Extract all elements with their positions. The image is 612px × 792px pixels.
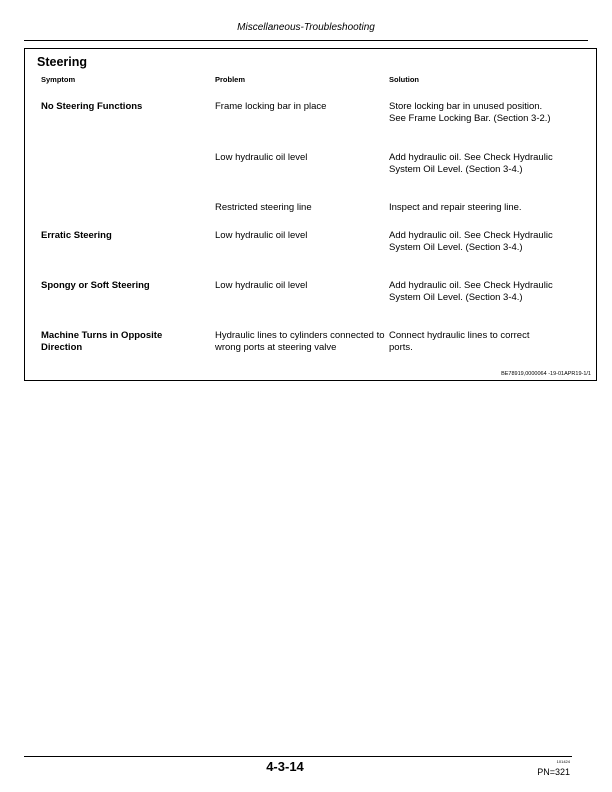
row-solution: Add hydraulic oil. See Check Hydraulic System Oil Level. (Section 3-4.)	[389, 280, 553, 303]
row-problem: Restricted steering line	[215, 202, 312, 213]
column-header-problem: Problem	[215, 75, 246, 84]
row-symptom: Erratic Steering	[41, 230, 112, 241]
row-problem: Hydraulic lines to cylinders connected to wrong ports at steering valve	[215, 330, 385, 353]
troubleshooting-panel	[24, 48, 597, 381]
header-divider	[24, 40, 588, 41]
footer-divider	[24, 756, 572, 757]
row-symptom: No Steering Functions	[41, 101, 143, 112]
row-solution: Store locking bar in unused position. See Frame Locking Bar. (Section 3-2.)	[389, 101, 551, 124]
row-solution: Connect hydraulic lines to correct ports.	[389, 330, 530, 353]
document-reference: BE78919,0000064 -19-01APR19-1/1	[501, 371, 591, 377]
date-code: 101424	[556, 759, 570, 764]
row-solution: Inspect and repair steering line.	[389, 202, 522, 213]
row-problem: Low hydraulic oil level	[215, 280, 308, 291]
row-solution: Add hydraulic oil. See Check Hydraulic System Oil Level. (Section 3-4.)	[389, 152, 553, 175]
section-title: Steering	[37, 55, 88, 69]
page-header-title: Miscellaneous-Troubleshooting	[237, 22, 375, 33]
column-header-solution: Solution	[389, 75, 419, 84]
row-symptom: Machine Turns in Opposite Direction	[41, 330, 163, 353]
page-number: 4-3-14	[266, 759, 304, 774]
row-problem: Low hydraulic oil level	[215, 152, 308, 163]
pn-number: PN=321	[537, 767, 570, 777]
row-solution: Add hydraulic oil. See Check Hydraulic System Oil Level. (Section 3-4.)	[389, 230, 553, 253]
row-problem: Frame locking bar in place	[215, 101, 327, 112]
row-symptom: Spongy or Soft Steering	[41, 280, 150, 291]
row-problem: Low hydraulic oil level	[215, 230, 308, 241]
column-header-symptom: Symptom	[41, 75, 76, 84]
